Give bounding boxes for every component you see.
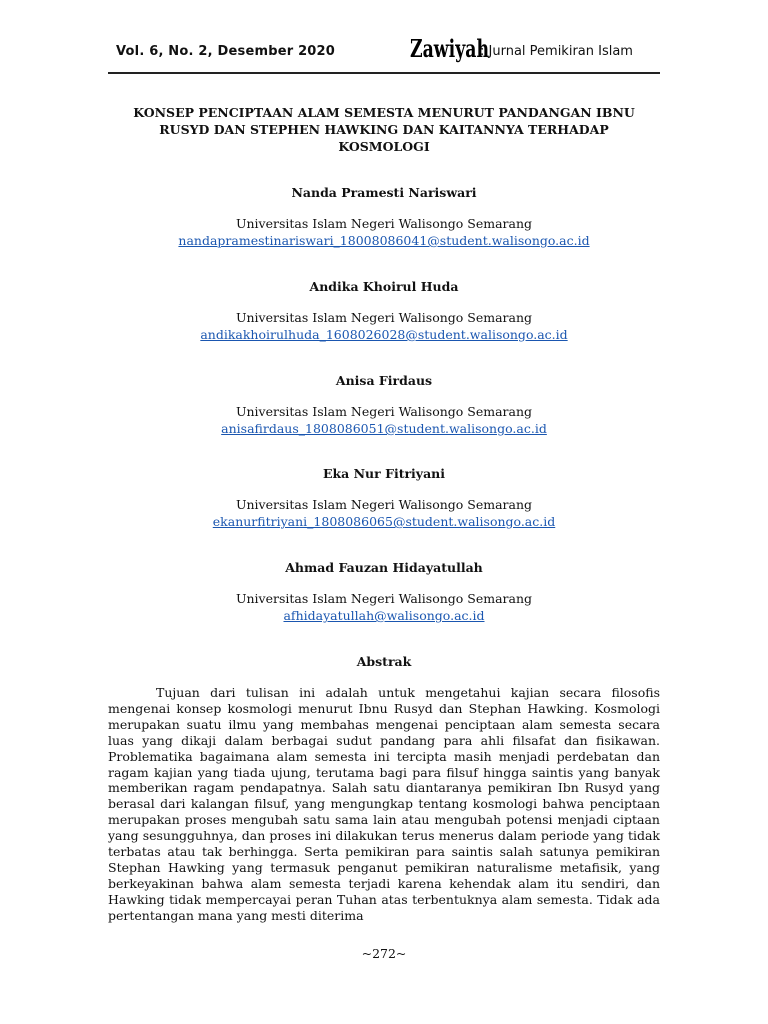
paper-title — [108, 104, 660, 155]
author-block — [108, 560, 660, 624]
author-affiliation: Universitas Islam Negeri Walisongo Semarang — [235, 310, 533, 325]
author-affiliation: Universitas Islam Negeri Walisongo Semarang — [235, 497, 533, 512]
title-line: KOSMOLOGI — [338, 139, 430, 154]
volume-info: Vol. 6, No. 2, Desember 2020 — [116, 44, 336, 59]
author-email-link[interactable]: nandapramestinariswari_18008086041@student.walisongo.ac.id — [178, 233, 590, 248]
author-name: Ahmad Fauzan Hidayatullah — [285, 560, 483, 575]
running-header — [108, 36, 660, 70]
abstract-heading: Abstrak — [356, 654, 412, 669]
journal-name: : Jurnal Pemikiran Islam — [480, 44, 633, 59]
author-affiliation: Universitas Islam Negeri Walisongo Semarang — [235, 216, 533, 231]
author-block — [108, 185, 660, 249]
author-email-link[interactable]: anisafirdaus_1808086051@student.walisongo.ac.id — [221, 421, 547, 436]
author-affiliation: Universitas Islam Negeri Walisongo Semarang — [235, 404, 533, 419]
journal-logo: Zawiyah — [410, 34, 490, 63]
author-name: Anisa Firdaus — [335, 373, 433, 388]
author-name: Nanda Pramesti Nariswari — [291, 185, 477, 200]
header-rule — [108, 72, 660, 74]
author-name: Andika Khoirul Huda — [309, 279, 459, 294]
author-block — [108, 466, 660, 530]
abstract-body — [108, 685, 660, 924]
author-email-link[interactable]: afhidayatullah@walisongo.ac.id — [283, 608, 485, 623]
author-block — [108, 279, 660, 343]
author-email-link[interactable]: ekanurfitriyani_1808086065@student.walisongo.ac.id — [212, 514, 556, 529]
title-line: RUSYD DAN STEPHEN HAWKING DAN KAITANNYA TERHADAP — [159, 122, 609, 137]
abstract-paragraph: Tujuan dari tulisan ini adalah untuk mengetahui kajian secara filosofis mengenai konsep kosmologi menurut Ibnu Rusyd dan Stephan Hawking. Kosmologi merupakan suatu ilmu yang membahas mengenai penciptaan alam semesta secara luas yang dikaji dalam berbagai sudut pandang para ahli filsafat dan fisikawan. Problematika bagaimana alam semesta ini tercipta masih menjadi perdebatan dan ragam kajian yang tiada ujung, terutama bagi para filsuf hingga saintis yang banyak memberikan ragam pendapatnya. Salah satu diantaranya pemikiran Ibn Rusyd yang berasal dari kalangan filsuf, yang mengungkap tentang kosmologi bahwa penciptaan merupakan proses mengubah satu sama lain atau mengubah potensi menjadi ciptaan yang sesungguhnya, dan proses ini dilakukan terus menerus dalam periode yang tidak terbatas atau tak berhingga. Serta pemikiran para saintis salah satunya pemikiran Stephan Hawking yang termasuk penganut pemikiran naturalisme metafisik, yang berkeyakinan bahwa alam semesta terjadi karena kehendak alam itu sendiri, dan Hawking tidak mempercayai peran Tuhan atas terbentuknya alam semesta. Tidak ada pertentangan mana yang mesti diterima — [108, 685, 660, 923]
author-name: Eka Nur Fitriyani — [322, 466, 446, 481]
author-affiliation: Universitas Islam Negeri Walisongo Semarang — [235, 591, 533, 606]
author-email-link[interactable]: andikakhoirulhuda_1608026028@student.walisongo.ac.id — [200, 327, 568, 342]
title-line: KONSEP PENCIPTAAN ALAM SEMESTA MENURUT PANDANGAN IBNU — [133, 105, 635, 120]
author-block — [108, 373, 660, 437]
page-number: ~272~ — [361, 946, 407, 961]
